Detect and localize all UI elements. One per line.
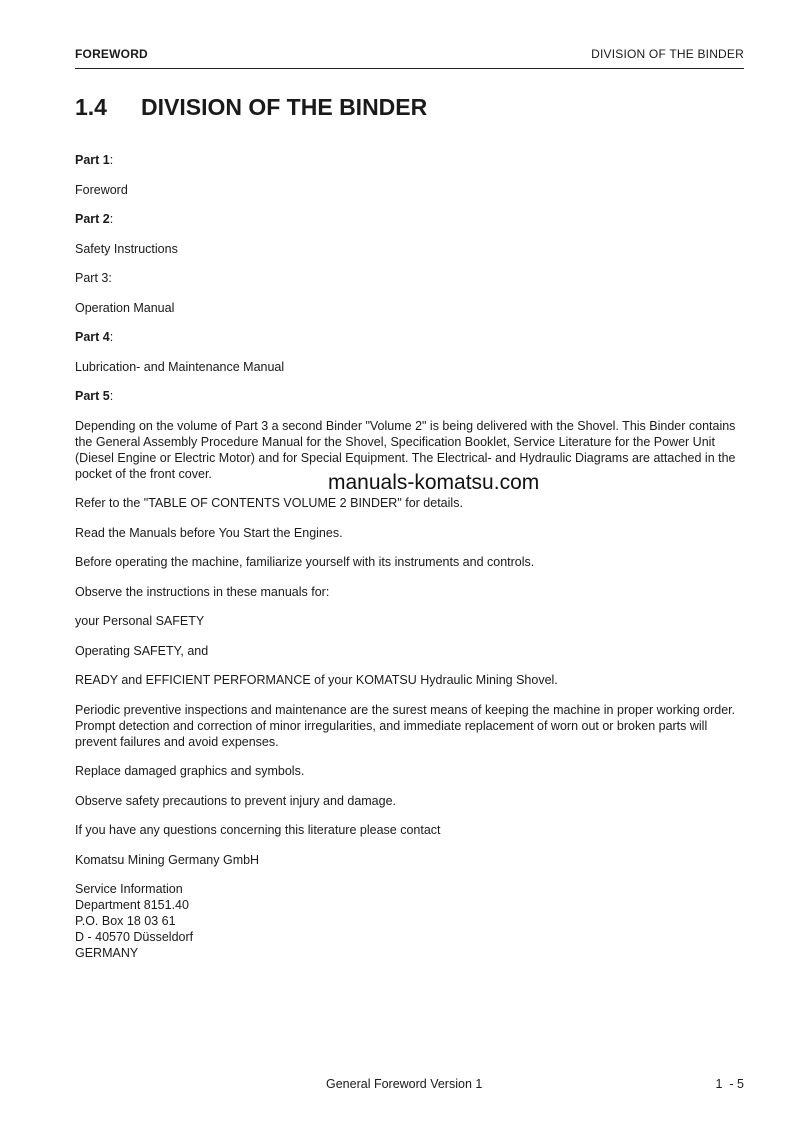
ready-paragraph: READY and EFFICIENT PERFORMANCE of your KOMATSU Hydraulic Mining Shovel. bbox=[75, 673, 558, 687]
part-2-description: Safety Instructions bbox=[75, 241, 178, 256]
read-paragraph: Read the Manuals before You Start the Engines. bbox=[75, 525, 343, 540]
operating-safety-paragraph: Operating SAFETY, and bbox=[75, 643, 209, 658]
observe-paragraph: Observe the instructions in these manuals for: bbox=[75, 584, 330, 599]
header-divider bbox=[75, 68, 744, 69]
part-3-label: Part 3: bbox=[75, 271, 112, 285]
part-5-text: Depending on the volume of Part 3 a second Binder "Volume 2" is being delivered with the Shovel. This Binder contains the General Assembly Procedure Manual for the Shovel, Specification Booklet, Service Literature for the Power Unit (Diesel Engine or Electric Motor) and for Special Equipment. The Electrical- and Hydraulic Diagrams are attached in the pocket of the front cover. bbox=[75, 418, 736, 481]
address-line-5: GERMANY bbox=[75, 946, 139, 960]
contact-address bbox=[75, 881, 745, 961]
before-paragraph: Before operating the machine, familiarize yourself with its instruments and controls. bbox=[75, 555, 535, 569]
replace-paragraph: Replace damaged graphics and symbols. bbox=[75, 764, 305, 778]
refer-paragraph: Refer to the "TABLE OF CONTENTS VOLUME 2 BINDER" for details. bbox=[75, 496, 463, 510]
personal-safety-paragraph: your Personal SAFETY bbox=[75, 614, 205, 628]
periodic-paragraph: Periodic preventive inspections and maintenance are the surest means of keeping the machine in proper working order. Prompt detection and correction of minor irregularities, and immediate replacement of worn out or broken parts will prevent failures and avoid expenses. bbox=[75, 702, 736, 749]
address-line-2: Department 8151.40 bbox=[75, 898, 189, 912]
part-4-label: Part 4: bbox=[75, 330, 114, 344]
precautions-paragraph: Observe safety precautions to prevent injury and damage. bbox=[75, 793, 397, 808]
part-1-label: Part 1: bbox=[75, 153, 114, 167]
header-chapter-title: DIVISION OF THE BINDER bbox=[591, 47, 744, 61]
part-4-description: Lubrication- and Maintenance Manual bbox=[75, 359, 285, 374]
section-title: DIVISION OF THE BINDER bbox=[141, 94, 428, 120]
footer-document-version: General Foreword Version 1 bbox=[326, 1077, 483, 1091]
part-2-label: Part 2: bbox=[75, 212, 114, 226]
address-line-1: Service Information bbox=[75, 882, 183, 896]
address-line-3: P.O. Box 18 03 61 bbox=[75, 914, 176, 928]
header-section-label: FOREWORD bbox=[75, 47, 148, 61]
part-1-description: Foreword bbox=[75, 182, 128, 197]
company-name: Komatsu Mining Germany GmbH bbox=[75, 852, 260, 867]
part-3-description: Operation Manual bbox=[75, 300, 175, 315]
footer-page-number: 1 - 5 bbox=[715, 1077, 744, 1091]
document-body bbox=[75, 152, 745, 975]
section-number: 1.4 bbox=[75, 94, 107, 120]
address-line-4: D - 40570 Düsseldorf bbox=[75, 930, 194, 944]
page-title bbox=[75, 94, 427, 121]
watermark-text: manuals-komatsu.com bbox=[328, 471, 540, 494]
part-5-label: Part 5: bbox=[75, 389, 114, 403]
questions-paragraph: If you have any questions concerning this literature please contact bbox=[75, 823, 441, 837]
